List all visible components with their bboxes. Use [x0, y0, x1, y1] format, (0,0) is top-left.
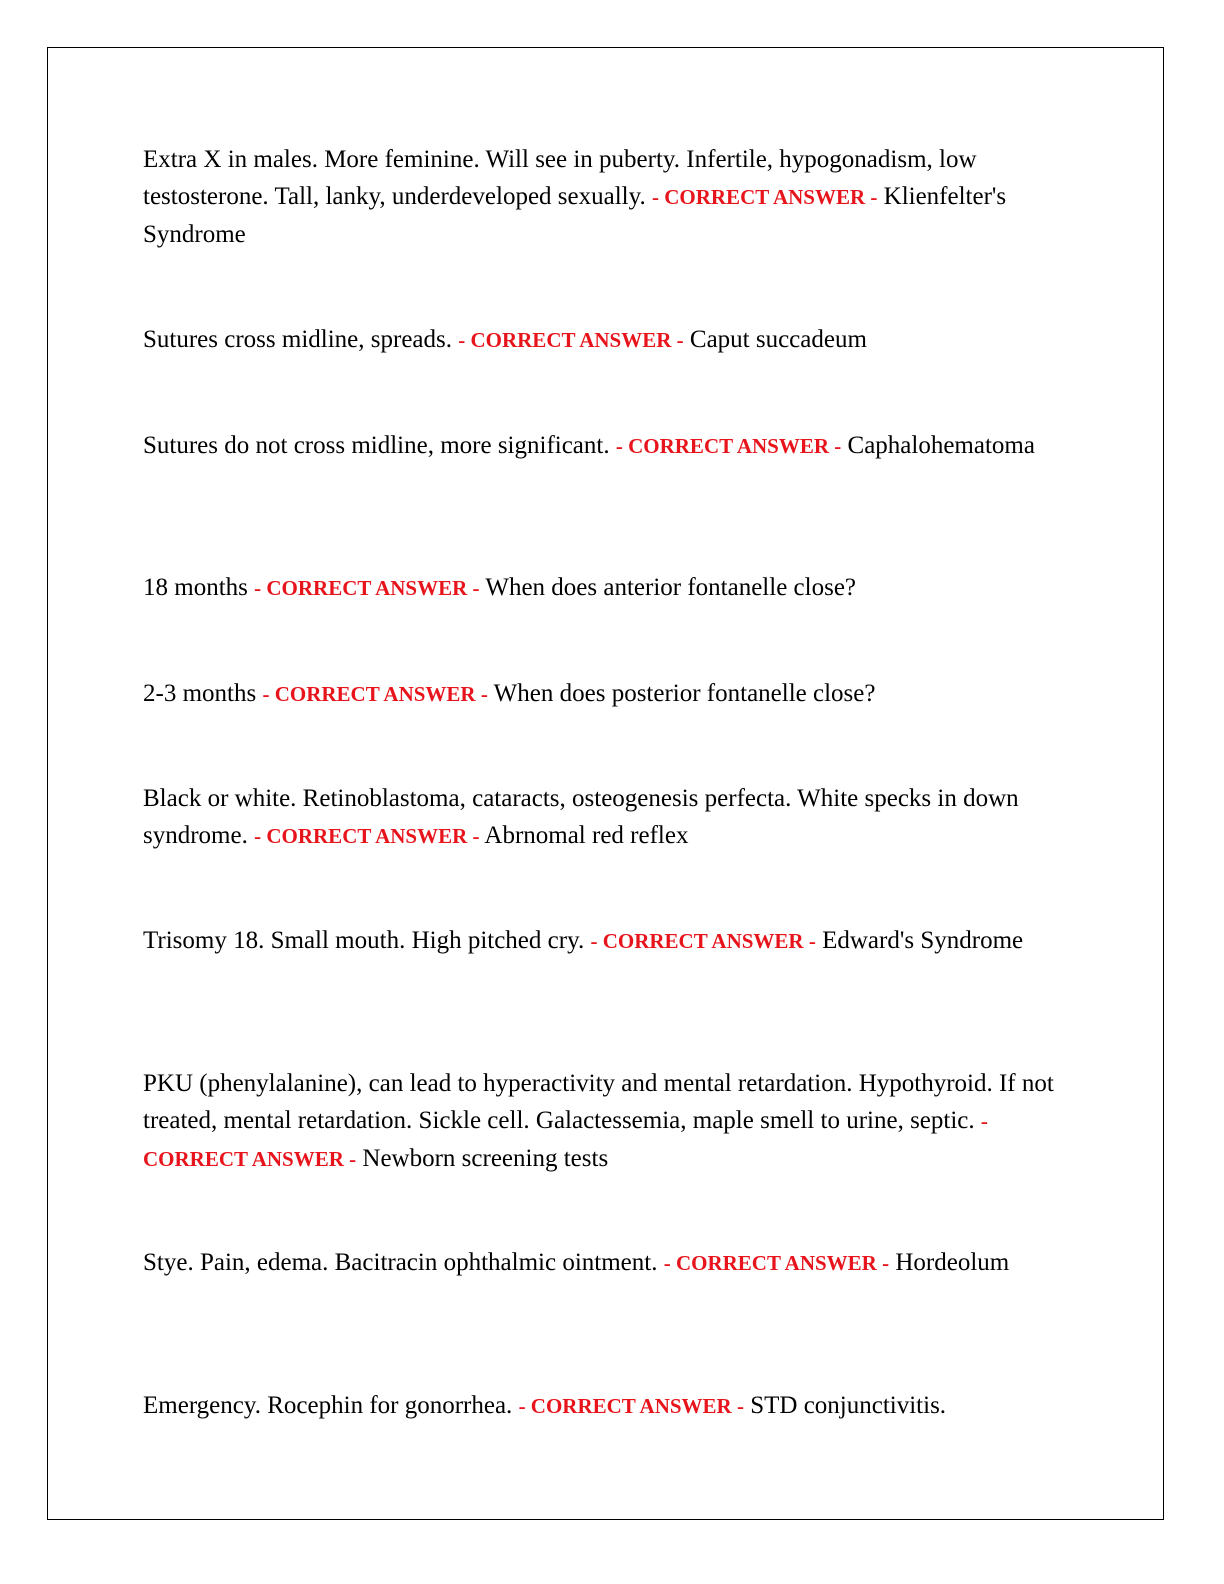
qa-question: Emergency. Rocephin for gonorrhea.	[143, 1392, 513, 1419]
qa-item-1	[143, 141, 1073, 253]
qa-item-2	[143, 321, 1073, 359]
qa-question: 18 months	[143, 574, 248, 601]
qa-item-10	[143, 1387, 1073, 1425]
qa-item-8	[143, 1065, 1073, 1178]
qa-question: Black or white. Retinoblastoma, cataracts, osteogenesis perfecta. White specks in down syndrome.	[143, 785, 1019, 849]
correct-answer-marker: - CORRECT ANSWER -	[143, 1109, 988, 1171]
qa-answer: Klienfelter's Syndrome	[143, 183, 1007, 248]
correct-answer-marker: - CORRECT ANSWER -	[458, 328, 684, 352]
correct-answer-marker: - CORRECT ANSWER -	[651, 185, 878, 209]
qa-answer: Abrnomal red reflex	[484, 822, 689, 849]
qa-answer: Newborn screening tests	[362, 1145, 609, 1172]
qa-question: PKU (phenylalanine), can lead to hyperactivity and mental retardation. Hypothyroid. If not treated, mental retardation. Sickle cell. Galactessemia, maple smell to urine, septic.	[143, 1070, 1054, 1134]
qa-question: Sutures do not cross midline, more significant.	[143, 432, 610, 459]
qa-question: 2-3 months	[143, 680, 257, 707]
qa-question: Stye. Pain, edema. Bacitracin ophthalmic ointment.	[143, 1249, 658, 1276]
qa-question: Extra X in males. More feminine. Will see in puberty. Infertile, hypogonadism, low testosterone. Tall, lanky, underdeveloped sexually.	[143, 146, 977, 210]
qa-answer: When does posterior fontanelle close?	[493, 680, 876, 707]
qa-item-5	[143, 675, 1073, 713]
qa-item-6	[143, 780, 1073, 855]
correct-answer-marker: - CORRECT ANSWER -	[254, 576, 480, 600]
correct-answer-marker: - CORRECT ANSWER -	[663, 1251, 890, 1275]
correct-answer-marker: - CORRECT ANSWER -	[518, 1394, 744, 1418]
qa-answer: Caput succadeum	[689, 326, 867, 353]
correct-answer-marker: - CORRECT ANSWER -	[615, 434, 842, 458]
qa-item-4	[143, 569, 1073, 607]
qa-item-3	[143, 427, 1073, 465]
correct-answer-marker: - CORRECT ANSWER -	[262, 682, 488, 706]
qa-question: Trisomy 18. Small mouth. High pitched cry.	[143, 927, 585, 954]
correct-answer-marker: - CORRECT ANSWER -	[590, 929, 816, 953]
qa-answer: STD conjunctivitis.	[750, 1392, 947, 1419]
qa-question: Sutures cross midline, spreads.	[143, 326, 452, 353]
qa-item-9	[143, 1244, 1073, 1282]
qa-item-7	[143, 922, 1073, 960]
qa-answer: Edward's Syndrome	[822, 927, 1024, 954]
qa-answer: Hordeolum	[895, 1249, 1010, 1276]
correct-answer-marker: - CORRECT ANSWER -	[254, 824, 480, 848]
qa-answer: Caphalohematoma	[847, 432, 1035, 459]
qa-answer: When does anterior fontanelle close?	[485, 574, 857, 601]
